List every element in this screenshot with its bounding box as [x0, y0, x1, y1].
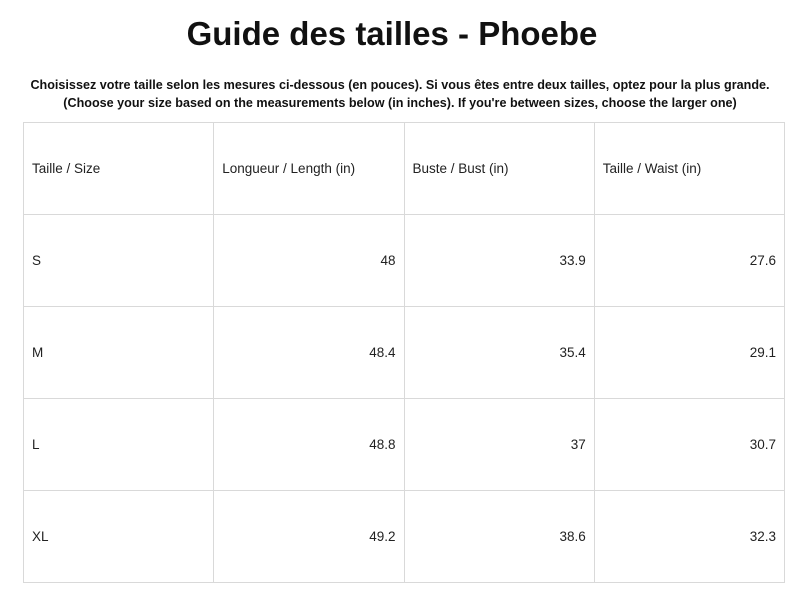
table-row: [24, 491, 785, 583]
column-header-bust: Buste / Bust (in): [404, 123, 594, 215]
size-cell: S: [24, 215, 214, 307]
size-guide-instructions: [0, 77, 800, 112]
table-row: [24, 215, 785, 307]
bust-cell: 35.4: [404, 307, 594, 399]
length-cell: 48: [214, 215, 404, 307]
waist-cell: 32.3: [594, 491, 784, 583]
waist-cell: 27.6: [594, 215, 784, 307]
table-row: [24, 399, 785, 491]
table-header-row: [24, 123, 785, 215]
length-cell: 48.4: [214, 307, 404, 399]
column-header-size: Taille / Size: [24, 123, 214, 215]
length-cell: 48.8: [214, 399, 404, 491]
size-cell: L: [24, 399, 214, 491]
page-title: Guide des tailles - Phoebe: [186, 15, 598, 52]
bust-cell: 37: [404, 399, 594, 491]
length-cell: 49.2: [214, 491, 404, 583]
size-cell: XL: [24, 491, 214, 583]
column-header-length: Longueur / Length (in): [214, 123, 404, 215]
waist-cell: 29.1: [594, 307, 784, 399]
instructions-french: Choisissez votre taille selon les mesures ci-dessous (en pouces). Si vous êtes entre deux tailles, optez pour la plus grande.: [30, 78, 770, 92]
bust-cell: 38.6: [404, 491, 594, 583]
bust-cell: 33.9: [404, 215, 594, 307]
instructions-english: (Choose your size based on the measurements below (in inches). If you're between sizes, choose the larger one): [63, 95, 737, 110]
table-row: [24, 307, 785, 399]
size-cell: M: [24, 307, 214, 399]
column-header-waist: Taille / Waist (in): [594, 123, 784, 215]
waist-cell: 30.7: [594, 399, 784, 491]
size-chart-table: [23, 122, 785, 583]
